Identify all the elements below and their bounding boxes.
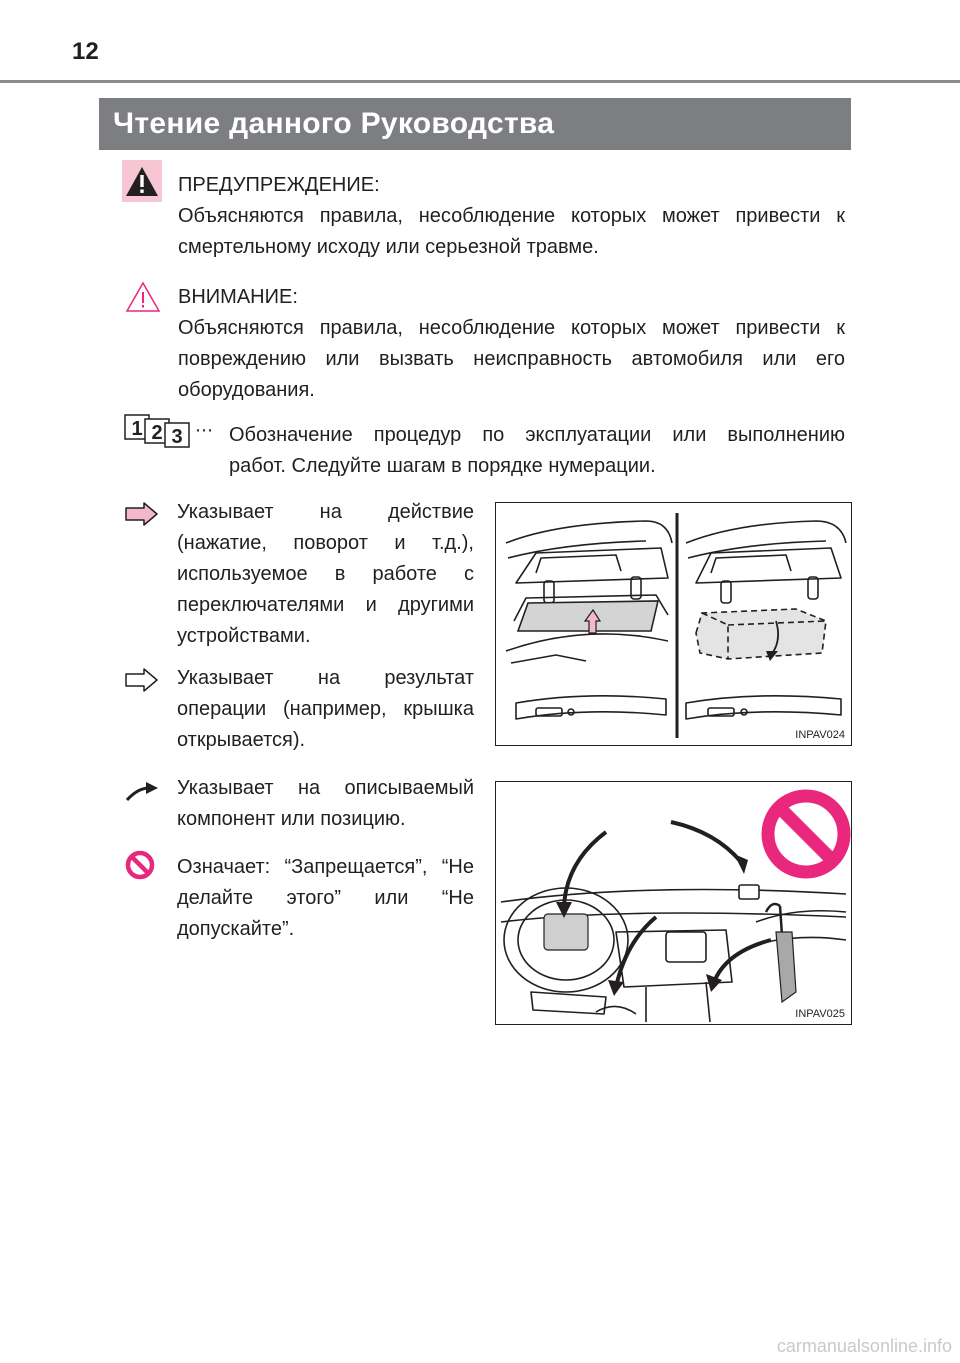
section-title: Чтение данного Руководства (113, 107, 555, 140)
component-line-1: Указывает на описываемый (177, 777, 474, 799)
prohibited-line-3: допускайте”. (177, 918, 295, 940)
action-text (177, 497, 474, 652)
warning-line-2: смертельному исходу или серьезной травме. (178, 236, 599, 258)
figure-dashboard-prohibited (495, 781, 852, 1025)
overhead-console-illustration (496, 503, 851, 745)
caution-icon (124, 280, 162, 314)
action-line-2: (нажатие, поворот и т.д.), (177, 532, 474, 554)
step-2: 2 (151, 422, 163, 444)
figure-overhead-console (495, 502, 852, 746)
prohibited-icon (125, 850, 155, 880)
figure-2-code: INPAV025 (795, 1008, 845, 1020)
step-3: 3 (171, 426, 183, 448)
step-1: 1 (131, 418, 143, 440)
component-line-2: компонент или позицию. (177, 808, 406, 830)
warning-text (178, 170, 845, 263)
notice-label: ВНИМАНИЕ: (178, 286, 298, 308)
result-line-1: Указывает на результат (177, 667, 474, 689)
warning-label: ПРЕДУПРЕЖДЕНИЕ: (178, 174, 380, 196)
pointer-arrow-icon (124, 779, 160, 805)
prohibited-line-1: Означает: “Запрещается”, “Не (177, 856, 474, 878)
result-line-3: открывается). (177, 729, 306, 751)
section-title-bar (99, 98, 851, 150)
warning-line-1: Объясняются правила, несоблюдение которых может привести к (178, 205, 845, 227)
prohibited-text (177, 852, 474, 945)
component-text (177, 773, 474, 835)
step-numbers-icon (124, 414, 216, 450)
footer-watermark: carmanualsonline.info (776, 1336, 952, 1356)
result-arrow-icon (124, 667, 160, 693)
action-line-1: Указывает на действие (177, 501, 474, 523)
result-line-2: операции (например, крышка (177, 698, 474, 720)
action-line-5: устройствами. (177, 625, 311, 647)
result-text (177, 663, 474, 756)
steps-line-2: работ. Следуйте шагам в порядке нумерации. (229, 455, 656, 477)
warning-icon (122, 160, 162, 202)
top-rule (0, 80, 960, 83)
steps-line-1: Обозначение процедур по эксплуатации или выполнению (229, 424, 845, 446)
action-line-4: переключателями и другими (177, 594, 474, 616)
notice-text (178, 282, 845, 406)
dashboard-illustration (496, 782, 851, 1024)
page-number: 12 (72, 38, 99, 65)
notice-line-2: повреждению или вызвать неисправность автомобиля или его (178, 348, 845, 370)
notice-line-3: оборудования. (178, 379, 315, 401)
steps-ellipsis: ⋯ (195, 420, 213, 441)
figure-1-code: INPAV024 (795, 729, 845, 741)
steps-text (229, 420, 845, 482)
action-line-3: используемое в работе с (177, 563, 474, 585)
action-arrow-icon (124, 501, 160, 527)
notice-line-1: Объясняются правила, несоблюдение которых может привести к (178, 317, 845, 339)
prohibited-line-2: делайте этого” или “Не (177, 887, 474, 909)
